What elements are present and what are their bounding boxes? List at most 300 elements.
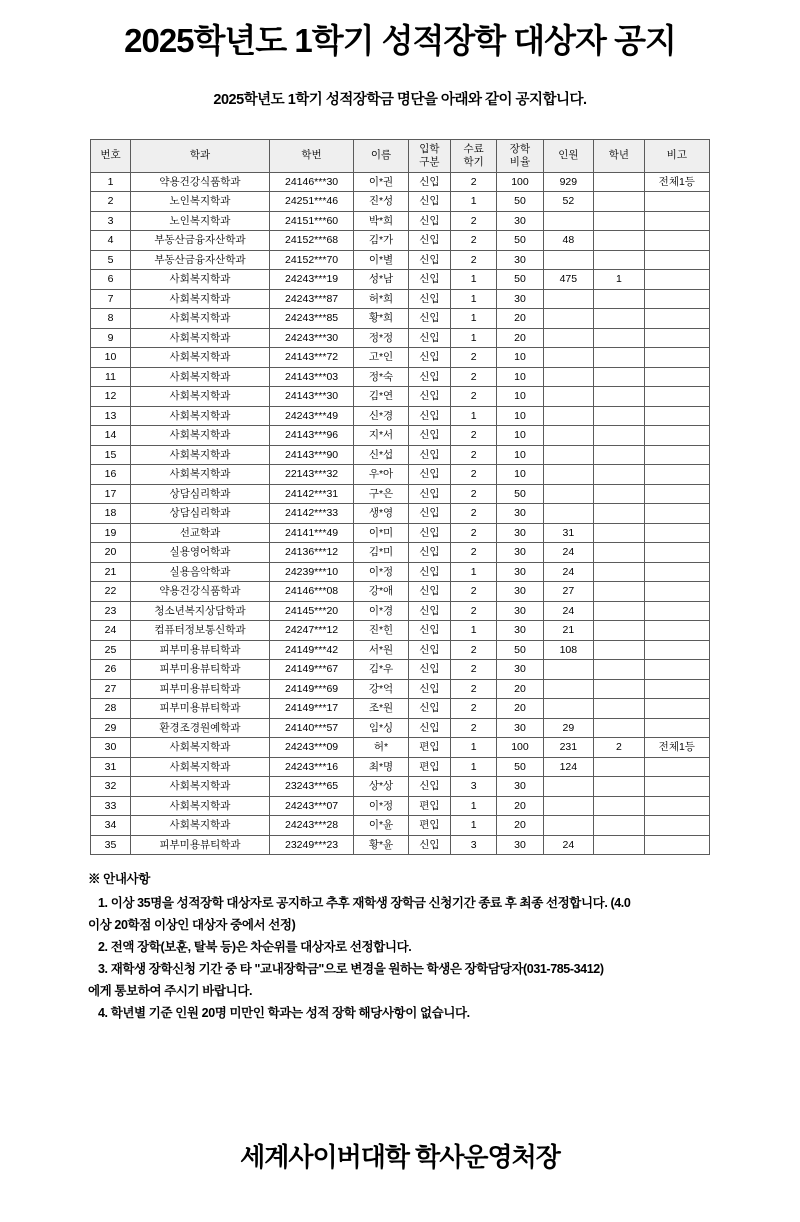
cell-name: 허* — [354, 738, 409, 758]
cell-ratio: 20 — [497, 328, 543, 348]
table-row — [91, 757, 710, 777]
cell-name: 진*힌 — [354, 621, 409, 641]
cell-count — [543, 445, 594, 465]
cell-student-id: 24243***07 — [269, 796, 353, 816]
cell-student-id: 24239***10 — [269, 562, 353, 582]
cell-no: 17 — [91, 484, 131, 504]
cell-count: 29 — [543, 718, 594, 738]
cell-completed-term: 3 — [450, 835, 496, 855]
cell-admission-type: 신입 — [408, 270, 450, 290]
cell-student-id: 24142***31 — [269, 484, 353, 504]
cell-note — [644, 289, 709, 309]
cell-name: 구*은 — [354, 484, 409, 504]
cell-no: 12 — [91, 387, 131, 407]
cell-admission-type: 신입 — [408, 289, 450, 309]
cell-grade — [594, 465, 645, 485]
cell-admission-type: 신입 — [408, 835, 450, 855]
cell-completed-term: 1 — [450, 757, 496, 777]
col-header-note: 비고 — [644, 139, 709, 172]
col-header-completed-line1: 수료 — [463, 142, 484, 155]
cell-name: 박*희 — [354, 211, 409, 231]
cell-note — [644, 601, 709, 621]
cell-ratio: 30 — [497, 621, 543, 641]
cell-count — [543, 660, 594, 680]
cell-admission-type: 신입 — [408, 504, 450, 524]
cell-completed-term: 2 — [450, 601, 496, 621]
cell-name: 정*정 — [354, 328, 409, 348]
cell-no: 21 — [91, 562, 131, 582]
notice-item: 1. 이상 35명을 성적장학 대상자로 공지하고 추후 재학생 장학금 신청기간 종료 후 최종 선정합니다. (4.0 — [98, 896, 631, 911]
cell-note — [644, 504, 709, 524]
cell-count — [543, 367, 594, 387]
cell-name: 우*아 — [354, 465, 409, 485]
cell-completed-term: 2 — [450, 660, 496, 680]
cell-dept: 사회복지학과 — [131, 309, 270, 329]
cell-admission-type: 신입 — [408, 601, 450, 621]
cell-completed-term: 2 — [450, 445, 496, 465]
cell-completed-term: 1 — [450, 738, 496, 758]
cell-completed-term: 2 — [450, 543, 496, 563]
cell-note — [644, 796, 709, 816]
cell-count — [543, 250, 594, 270]
cell-note — [644, 465, 709, 485]
cell-note — [644, 718, 709, 738]
cell-dept: 상담심리학과 — [131, 504, 270, 524]
cell-grade — [594, 640, 645, 660]
col-header-admission-type — [408, 139, 450, 172]
cell-note — [644, 192, 709, 212]
cell-count — [543, 289, 594, 309]
cell-no: 11 — [91, 367, 131, 387]
cell-student-id: 24149***67 — [269, 660, 353, 680]
cell-no: 32 — [91, 777, 131, 797]
cell-admission-type: 신입 — [408, 367, 450, 387]
cell-count — [543, 465, 594, 485]
cell-student-id: 23243***65 — [269, 777, 353, 797]
cell-admission-type: 신입 — [408, 465, 450, 485]
cell-name: 이*정 — [354, 796, 409, 816]
cell-ratio: 50 — [497, 640, 543, 660]
cell-completed-term: 2 — [450, 699, 496, 719]
table-row — [91, 445, 710, 465]
cell-name: 이*미 — [354, 523, 409, 543]
col-header-count: 인원 — [543, 139, 594, 172]
cell-count — [543, 406, 594, 426]
cell-admission-type: 신입 — [408, 426, 450, 446]
cell-name: 조*원 — [354, 699, 409, 719]
cell-dept: 사회복지학과 — [131, 289, 270, 309]
cell-admission-type: 신입 — [408, 660, 450, 680]
cell-name: 고*인 — [354, 348, 409, 368]
cell-name: 강*애 — [354, 582, 409, 602]
table-row — [91, 582, 710, 602]
table-row — [91, 328, 710, 348]
cell-ratio: 50 — [497, 757, 543, 777]
cell-ratio: 20 — [497, 816, 543, 836]
table-body — [91, 172, 710, 855]
cell-student-id: 24247***12 — [269, 621, 353, 641]
cell-name: 김*가 — [354, 231, 409, 251]
cell-dept: 사회복지학과 — [131, 348, 270, 368]
cell-dept: 사회복지학과 — [131, 757, 270, 777]
cell-dept: 컴퓨터정보통신학과 — [131, 621, 270, 641]
cell-student-id: 24141***49 — [269, 523, 353, 543]
cell-grade — [594, 816, 645, 836]
cell-admission-type: 신입 — [408, 328, 450, 348]
table-row — [91, 289, 710, 309]
cell-count: 124 — [543, 757, 594, 777]
cell-grade — [594, 348, 645, 368]
col-header-grade: 학년 — [594, 139, 645, 172]
cell-note — [644, 699, 709, 719]
cell-admission-type: 신입 — [408, 231, 450, 251]
table-row — [91, 738, 710, 758]
cell-completed-term: 2 — [450, 640, 496, 660]
cell-completed-term: 2 — [450, 211, 496, 231]
cell-dept: 청소년복지상담학과 — [131, 601, 270, 621]
cell-dept: 사회복지학과 — [131, 445, 270, 465]
cell-no: 13 — [91, 406, 131, 426]
notice-item: 이상 20학점 이상인 대상자 중에서 선정) — [88, 918, 296, 933]
scholarship-table-wrapper — [28, 139, 772, 856]
cell-ratio: 30 — [497, 250, 543, 270]
cell-grade — [594, 562, 645, 582]
cell-name: 김*미 — [354, 543, 409, 563]
cell-count — [543, 426, 594, 446]
cell-student-id: 24243***19 — [269, 270, 353, 290]
cell-no: 33 — [91, 796, 131, 816]
issuing-organization: 세계사이버대학 학사운영처장 — [240, 1142, 560, 1172]
cell-dept: 실용영어학과 — [131, 543, 270, 563]
cell-grade — [594, 504, 645, 524]
cell-ratio: 50 — [497, 192, 543, 212]
cell-note — [644, 640, 709, 660]
cell-completed-term: 2 — [450, 484, 496, 504]
cell-completed-term: 2 — [450, 465, 496, 485]
cell-count — [543, 679, 594, 699]
cell-no: 3 — [91, 211, 131, 231]
cell-note — [644, 406, 709, 426]
page-title: 2025학년도 1학기 성적장학 대상자 공지 — [124, 22, 676, 59]
cell-grade — [594, 484, 645, 504]
document-page — [0, 22, 800, 1222]
cell-completed-term: 2 — [450, 718, 496, 738]
cell-dept: 사회복지학과 — [131, 367, 270, 387]
col-header-admission-line2: 구분 — [419, 155, 440, 168]
cell-ratio: 50 — [497, 484, 543, 504]
cell-admission-type: 신입 — [408, 640, 450, 660]
cell-student-id: 24243***85 — [269, 309, 353, 329]
cell-student-id: 23249***23 — [269, 835, 353, 855]
cell-student-id: 24143***30 — [269, 387, 353, 407]
cell-count: 52 — [543, 192, 594, 212]
cell-count — [543, 816, 594, 836]
cell-grade — [594, 679, 645, 699]
col-header-ratio-line2: 비율 — [509, 155, 531, 168]
cell-dept: 사회복지학과 — [131, 465, 270, 485]
cell-ratio: 10 — [497, 387, 543, 407]
cell-completed-term: 1 — [450, 796, 496, 816]
cell-name: 김*연 — [354, 387, 409, 407]
notice-heading: ※ 안내사항 — [88, 872, 150, 887]
cell-ratio: 30 — [497, 582, 543, 602]
cell-no: 16 — [91, 465, 131, 485]
cell-name: 이*권 — [354, 172, 409, 192]
cell-dept: 피부미용뷰티학과 — [131, 640, 270, 660]
cell-name: 정*숙 — [354, 367, 409, 387]
cell-grade — [594, 387, 645, 407]
cell-name: 허*희 — [354, 289, 409, 309]
table-row — [91, 250, 710, 270]
cell-admission-type: 신입 — [408, 172, 450, 192]
cell-grade — [594, 367, 645, 387]
cell-ratio: 20 — [497, 699, 543, 719]
cell-ratio: 30 — [497, 835, 543, 855]
table-row — [91, 484, 710, 504]
cell-no: 20 — [91, 543, 131, 563]
cell-student-id: 24143***90 — [269, 445, 353, 465]
cell-note — [644, 309, 709, 329]
cell-dept: 부동산금융자산학과 — [131, 231, 270, 251]
table-row — [91, 231, 710, 251]
cell-dept: 피부미용뷰티학과 — [131, 835, 270, 855]
cell-admission-type: 신입 — [408, 718, 450, 738]
table-row — [91, 426, 710, 446]
cell-student-id: 24136***12 — [269, 543, 353, 563]
cell-no: 35 — [91, 835, 131, 855]
cell-admission-type: 신입 — [408, 250, 450, 270]
cell-ratio: 10 — [497, 465, 543, 485]
table-row — [91, 348, 710, 368]
table-row — [91, 172, 710, 192]
table-row — [91, 309, 710, 329]
cell-dept: 사회복지학과 — [131, 328, 270, 348]
cell-note: 전체1등 — [644, 738, 709, 758]
cell-grade — [594, 309, 645, 329]
cell-admission-type: 신입 — [408, 348, 450, 368]
cell-admission-type: 신입 — [408, 699, 450, 719]
table-row — [91, 640, 710, 660]
cell-note — [644, 777, 709, 797]
cell-grade — [594, 231, 645, 251]
cell-student-id: 24151***60 — [269, 211, 353, 231]
cell-ratio: 10 — [497, 367, 543, 387]
cell-student-id: 24149***42 — [269, 640, 353, 660]
cell-ratio: 100 — [497, 172, 543, 192]
cell-no: 5 — [91, 250, 131, 270]
cell-count — [543, 504, 594, 524]
cell-admission-type: 신입 — [408, 679, 450, 699]
cell-admission-type: 신입 — [408, 192, 450, 212]
cell-grade — [594, 835, 645, 855]
cell-dept: 사회복지학과 — [131, 387, 270, 407]
cell-admission-type: 신입 — [408, 543, 450, 563]
cell-name: 진*성 — [354, 192, 409, 212]
cell-completed-term: 1 — [450, 309, 496, 329]
cell-completed-term: 1 — [450, 289, 496, 309]
cell-note — [644, 348, 709, 368]
cell-dept: 사회복지학과 — [131, 738, 270, 758]
cell-ratio: 30 — [497, 523, 543, 543]
cell-name: 황*윤 — [354, 835, 409, 855]
col-header-name: 이름 — [354, 139, 409, 172]
cell-student-id: 24152***68 — [269, 231, 353, 251]
cell-no: 6 — [91, 270, 131, 290]
cell-no: 27 — [91, 679, 131, 699]
cell-note: 전체1등 — [644, 172, 709, 192]
cell-completed-term: 2 — [450, 504, 496, 524]
cell-count — [543, 796, 594, 816]
table-row — [91, 816, 710, 836]
cell-no: 1 — [91, 172, 131, 192]
cell-no: 28 — [91, 699, 131, 719]
cell-dept: 선교학과 — [131, 523, 270, 543]
cell-student-id: 24149***69 — [269, 679, 353, 699]
cell-grade — [594, 757, 645, 777]
cell-grade — [594, 699, 645, 719]
col-header-student-id: 학번 — [269, 139, 353, 172]
cell-completed-term: 1 — [450, 192, 496, 212]
cell-ratio: 30 — [497, 660, 543, 680]
cell-completed-term: 2 — [450, 367, 496, 387]
cell-name: 김*우 — [354, 660, 409, 680]
cell-name: 서*원 — [354, 640, 409, 660]
cell-student-id: 24251***46 — [269, 192, 353, 212]
table-row — [91, 465, 710, 485]
table-row — [91, 621, 710, 641]
cell-ratio: 50 — [497, 270, 543, 290]
cell-student-id: 24140***57 — [269, 718, 353, 738]
cell-completed-term: 1 — [450, 562, 496, 582]
cell-grade — [594, 523, 645, 543]
cell-dept: 사회복지학과 — [131, 426, 270, 446]
cell-grade — [594, 660, 645, 680]
table-row — [91, 504, 710, 524]
cell-count: 108 — [543, 640, 594, 660]
cell-completed-term: 2 — [450, 387, 496, 407]
cell-ratio: 30 — [497, 601, 543, 621]
cell-ratio: 30 — [497, 504, 543, 524]
cell-note — [644, 660, 709, 680]
cell-grade — [594, 543, 645, 563]
cell-no: 25 — [91, 640, 131, 660]
cell-completed-term: 1 — [450, 621, 496, 641]
cell-name: 최*명 — [354, 757, 409, 777]
cell-count — [543, 309, 594, 329]
cell-grade — [594, 406, 645, 426]
col-header-admission-line1: 입학 — [419, 142, 440, 155]
cell-student-id: 24243***49 — [269, 406, 353, 426]
cell-dept: 피부미용뷰티학과 — [131, 660, 270, 680]
cell-dept: 상담심리학과 — [131, 484, 270, 504]
table-row — [91, 796, 710, 816]
cell-student-id: 24243***09 — [269, 738, 353, 758]
cell-count: 24 — [543, 835, 594, 855]
col-header-ratio-line1: 장학 — [509, 142, 531, 155]
cell-ratio: 30 — [497, 718, 543, 738]
cell-note — [644, 231, 709, 251]
cell-no: 4 — [91, 231, 131, 251]
cell-dept: 사회복지학과 — [131, 796, 270, 816]
cell-student-id: 24243***16 — [269, 757, 353, 777]
cell-completed-term: 2 — [450, 172, 496, 192]
cell-completed-term: 1 — [450, 406, 496, 426]
cell-count: 27 — [543, 582, 594, 602]
cell-admission-type: 신입 — [408, 309, 450, 329]
cell-ratio: 100 — [497, 738, 543, 758]
cell-note — [644, 387, 709, 407]
cell-student-id: 24152***70 — [269, 250, 353, 270]
cell-admission-type: 편입 — [408, 738, 450, 758]
cell-no: 9 — [91, 328, 131, 348]
page-subtitle: 2025학년도 1학기 성적장학금 명단을 아래와 같이 공지합니다. — [213, 91, 587, 108]
cell-dept: 사회복지학과 — [131, 777, 270, 797]
cell-completed-term: 1 — [450, 816, 496, 836]
cell-count — [543, 699, 594, 719]
cell-admission-type: 신입 — [408, 406, 450, 426]
cell-note — [644, 484, 709, 504]
cell-name: 이*경 — [354, 601, 409, 621]
cell-dept: 노인복지학과 — [131, 211, 270, 231]
cell-student-id: 24143***03 — [269, 367, 353, 387]
cell-student-id: 24145***20 — [269, 601, 353, 621]
cell-no: 22 — [91, 582, 131, 602]
cell-student-id: 24146***30 — [269, 172, 353, 192]
cell-completed-term: 2 — [450, 231, 496, 251]
cell-student-id: 22143***32 — [269, 465, 353, 485]
cell-name: 이*윤 — [354, 816, 409, 836]
cell-grade — [594, 582, 645, 602]
cell-completed-term: 1 — [450, 328, 496, 348]
cell-name: 지*서 — [354, 426, 409, 446]
table-row — [91, 660, 710, 680]
table-row — [91, 406, 710, 426]
cell-completed-term: 2 — [450, 348, 496, 368]
cell-grade — [594, 777, 645, 797]
cell-ratio: 10 — [497, 426, 543, 446]
cell-name: 성*남 — [354, 270, 409, 290]
cell-note — [644, 562, 709, 582]
cell-ratio: 10 — [497, 406, 543, 426]
cell-no: 23 — [91, 601, 131, 621]
cell-no: 30 — [91, 738, 131, 758]
col-header-dept: 학과 — [131, 139, 270, 172]
cell-note — [644, 621, 709, 641]
notice-item: 3. 재학생 장학신청 기간 중 타 "교내장학금"으로 변경을 원하는 학생은 장학담당자(031-785-3412) — [98, 961, 604, 976]
cell-note — [644, 816, 709, 836]
cell-admission-type: 신입 — [408, 777, 450, 797]
cell-ratio: 30 — [497, 777, 543, 797]
cell-ratio: 20 — [497, 796, 543, 816]
cell-dept: 약용건강식품학과 — [131, 582, 270, 602]
cell-count: 929 — [543, 172, 594, 192]
cell-completed-term: 2 — [450, 250, 496, 270]
cell-count — [543, 777, 594, 797]
cell-dept: 환경조경원예학과 — [131, 718, 270, 738]
table-row — [91, 367, 710, 387]
cell-admission-type: 신입 — [408, 211, 450, 231]
table-row — [91, 679, 710, 699]
cell-admission-type: 신입 — [408, 523, 450, 543]
cell-no: 2 — [91, 192, 131, 212]
cell-admission-type: 신입 — [408, 484, 450, 504]
cell-note — [644, 523, 709, 543]
cell-note — [644, 211, 709, 231]
table-row — [91, 523, 710, 543]
cell-grade — [594, 192, 645, 212]
notice-item: 에게 통보하여 주시기 바랍니다. — [88, 983, 253, 998]
cell-dept: 피부미용뷰티학과 — [131, 699, 270, 719]
